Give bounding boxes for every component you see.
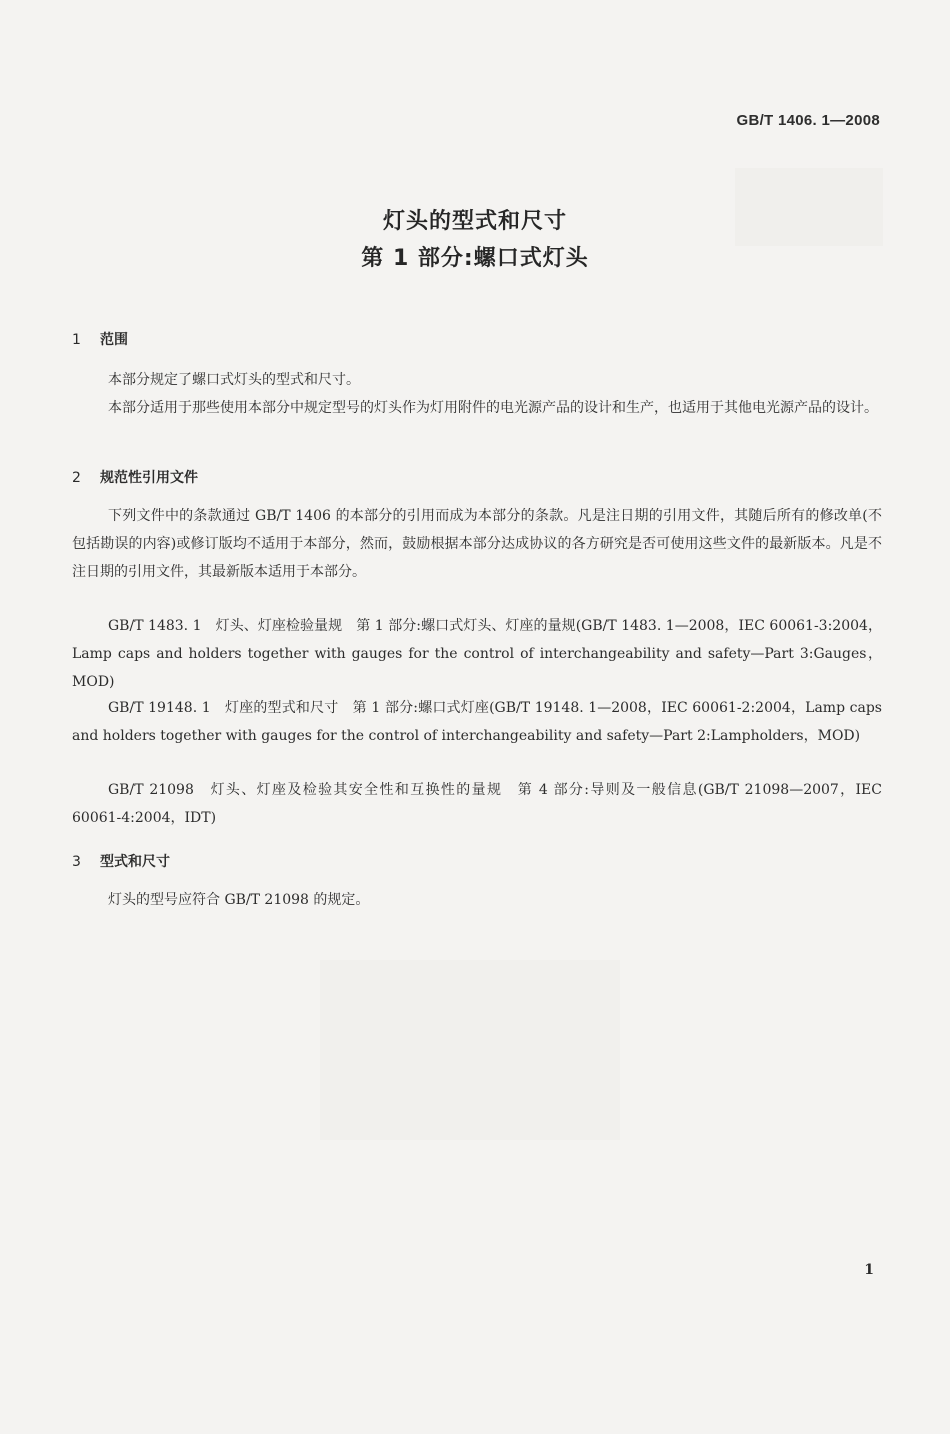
section-heading-normative-references	[72, 467, 198, 487]
section-title: 型式和尺寸	[100, 854, 170, 870]
references-intro: 下列文件中的条款通过 GB/T 1406 的本部分的引用而成为本部分的条款。凡是注日期的引用文件，其随后所有的修改单(不包括勘误的内容)或修订版均不适用于本部分，然而，鼓励根据本部分达成协议的各方研究是否可使用这些文件的最新版本。凡是不注日期的引用文件，其最新版本适用于本部分。	[72, 508, 882, 580]
reference-item: GB/T 1483. 1 灯头、灯座检验量规 第 1 部分:螺口式灯头、灯座的量规(GB/T 1483. 1—2008，IEC 60061-3:2004，Lamp caps and holders together with gauges for the control of interchangeability and safety—Part 3:Gauges，MOD)	[72, 618, 882, 690]
page-number: 1	[864, 1262, 874, 1278]
document-title: 灯头的型式和尺寸	[382, 209, 567, 234]
section-heading-types-dimensions	[72, 851, 170, 871]
types-paragraph: 灯头的型号应符合 GB/T 21098 的规定。	[108, 892, 370, 908]
reference-item: GB/T 19148. 1 灯座的型式和尺寸 第 1 部分:螺口式灯座(GB/T 19148. 1—2008，IEC 60061-2:2004，Lamp caps and holders together with gauges for the control of interchangeability and safety—Part 2:Lampholders，MOD)	[72, 700, 882, 744]
standard-code: GB/T 1406. 1—2008	[736, 112, 880, 129]
document-subtitle: 第 1 部分:螺口式灯头	[361, 246, 589, 271]
section-number: 2	[72, 470, 81, 486]
section-number: 1	[72, 332, 81, 348]
section-title: 范围	[100, 332, 128, 348]
reference-item: GB/T 21098 灯头、灯座及检验其安全性和互换性的量规 第 4 部分:导则及一般信息(GB/T 21098—2007，IEC 60061-4:2004，IDT)	[72, 782, 882, 826]
scope-paragraph-2: 本部分适用于那些使用本部分中规定型号的灯头作为灯用附件的电光源产品的设计和生产，也适用于其他电光源产品的设计。	[108, 400, 878, 416]
scope-paragraph-1: 本部分规定了螺口式灯头的型式和尺寸。	[108, 372, 360, 388]
section-heading-scope	[72, 329, 128, 349]
bleed-through-mark	[320, 960, 620, 1140]
section-number: 3	[72, 854, 81, 870]
section-title: 规范性引用文件	[100, 470, 198, 486]
